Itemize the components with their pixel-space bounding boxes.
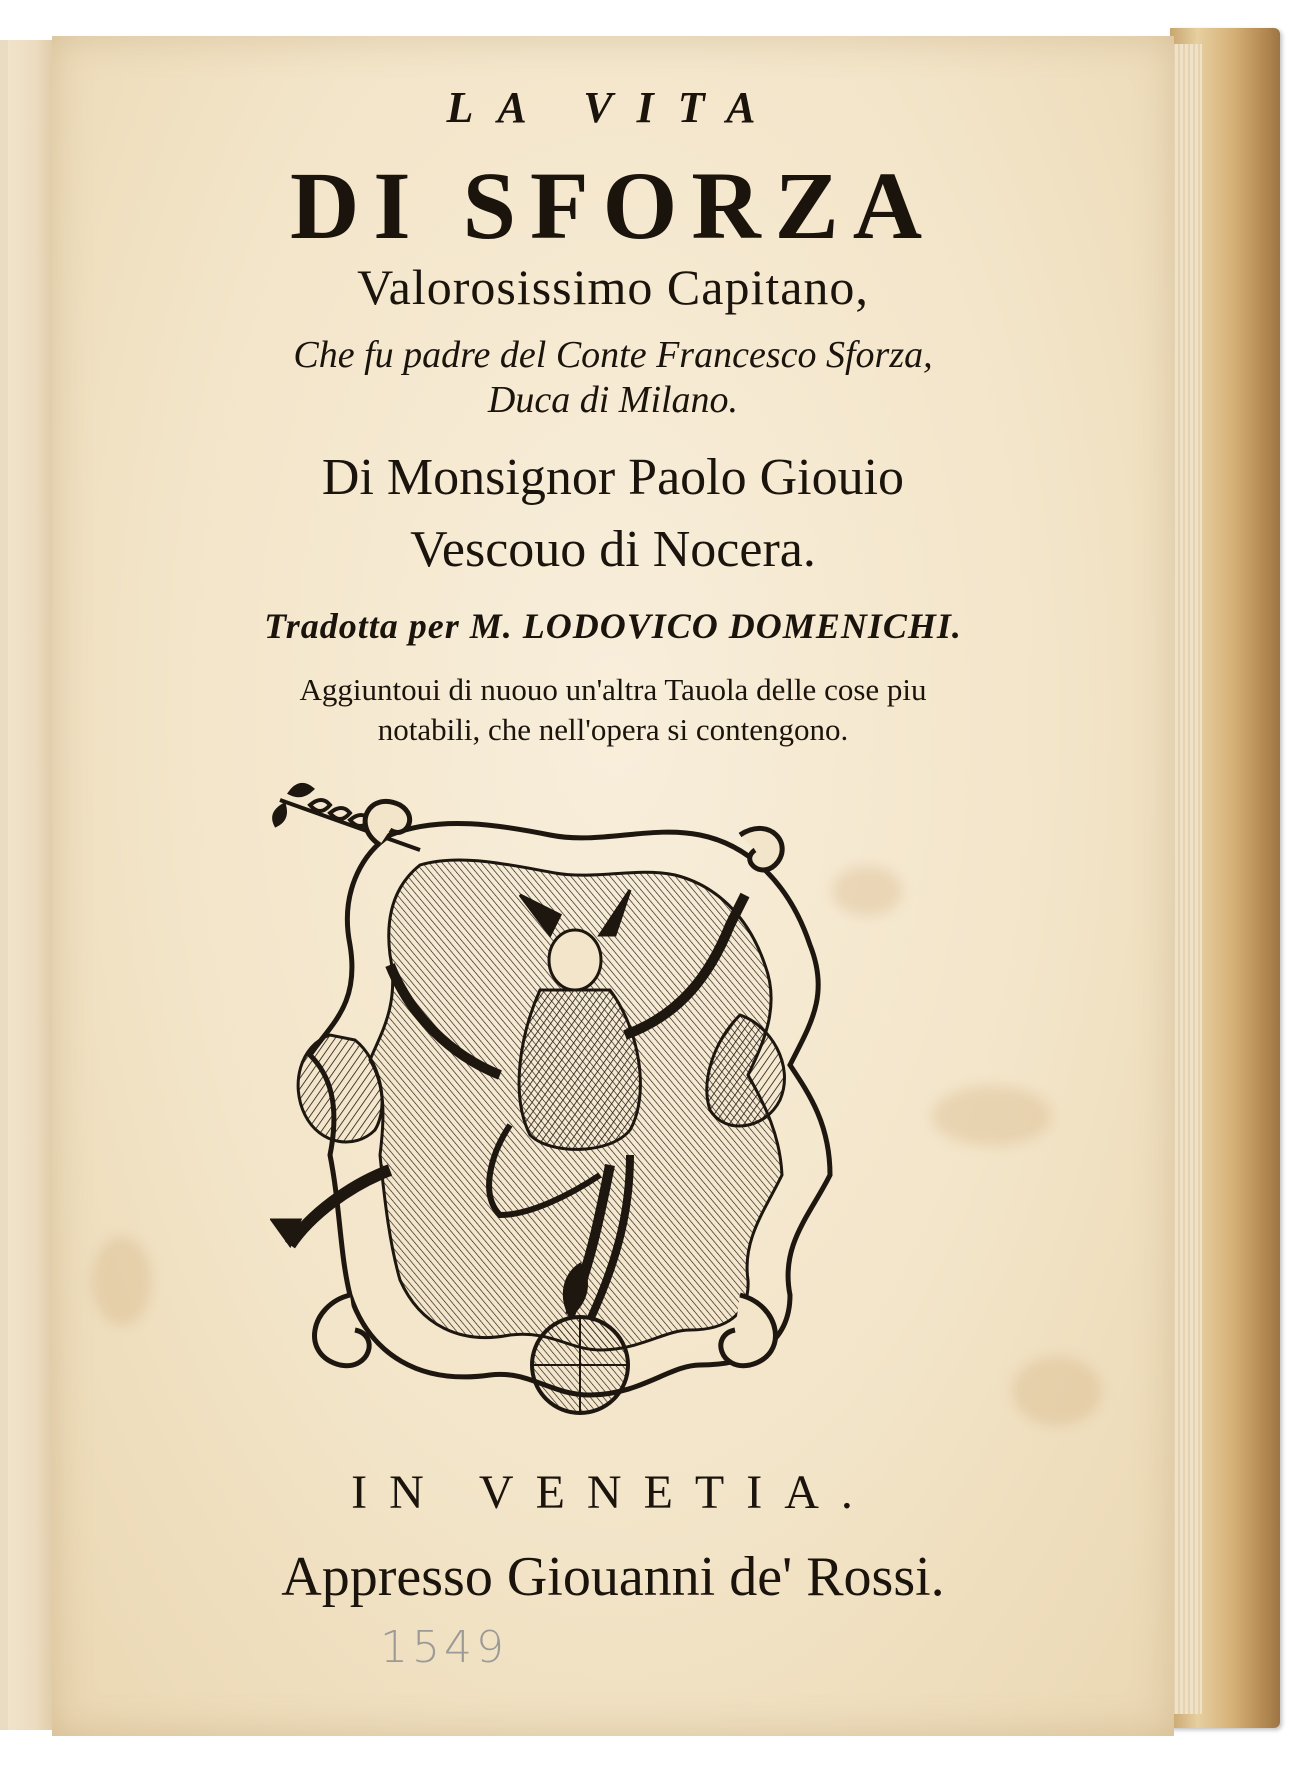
subtitle-capitano: Valorosissimo Capitano,: [357, 259, 869, 315]
title-di-sforza: DI SFORZA: [289, 152, 937, 259]
translator-line: Tradotta per M. LODOVICO DOMENICHI.: [264, 606, 962, 646]
foxing-spot: [1012, 1356, 1102, 1426]
imprint-place: IN VENETIA.: [351, 1466, 875, 1519]
imprint-printer: Appresso Giouanni de' Rossi.: [281, 1546, 945, 1608]
facing-page-edge: [0, 40, 8, 1730]
title-la-vita: LA VITA: [446, 83, 780, 132]
addition-line-1: Aggiuntoui di nuouo un'altra Tauola delle cose piu: [299, 672, 927, 707]
foxing-spot: [932, 1086, 1052, 1146]
foxing-spot: [92, 1236, 152, 1326]
subtitle-padre: Che fu padre del Conte Francesco Sforza,: [293, 334, 933, 376]
mercury-cartouche-printers-device: [270, 775, 930, 1455]
addition-line-2: notabili, che nell'opera si contengono.: [377, 712, 849, 747]
subtitle-duca: Duca di Milano.: [487, 379, 739, 421]
facing-page: [0, 40, 60, 1730]
page-edges: [1170, 44, 1202, 1714]
author-title: Vescouo di Nocera.: [410, 521, 816, 578]
pencil-annotation: 1549: [380, 1622, 508, 1673]
author-line: Di Monsignor Paolo Giouio: [321, 449, 905, 506]
